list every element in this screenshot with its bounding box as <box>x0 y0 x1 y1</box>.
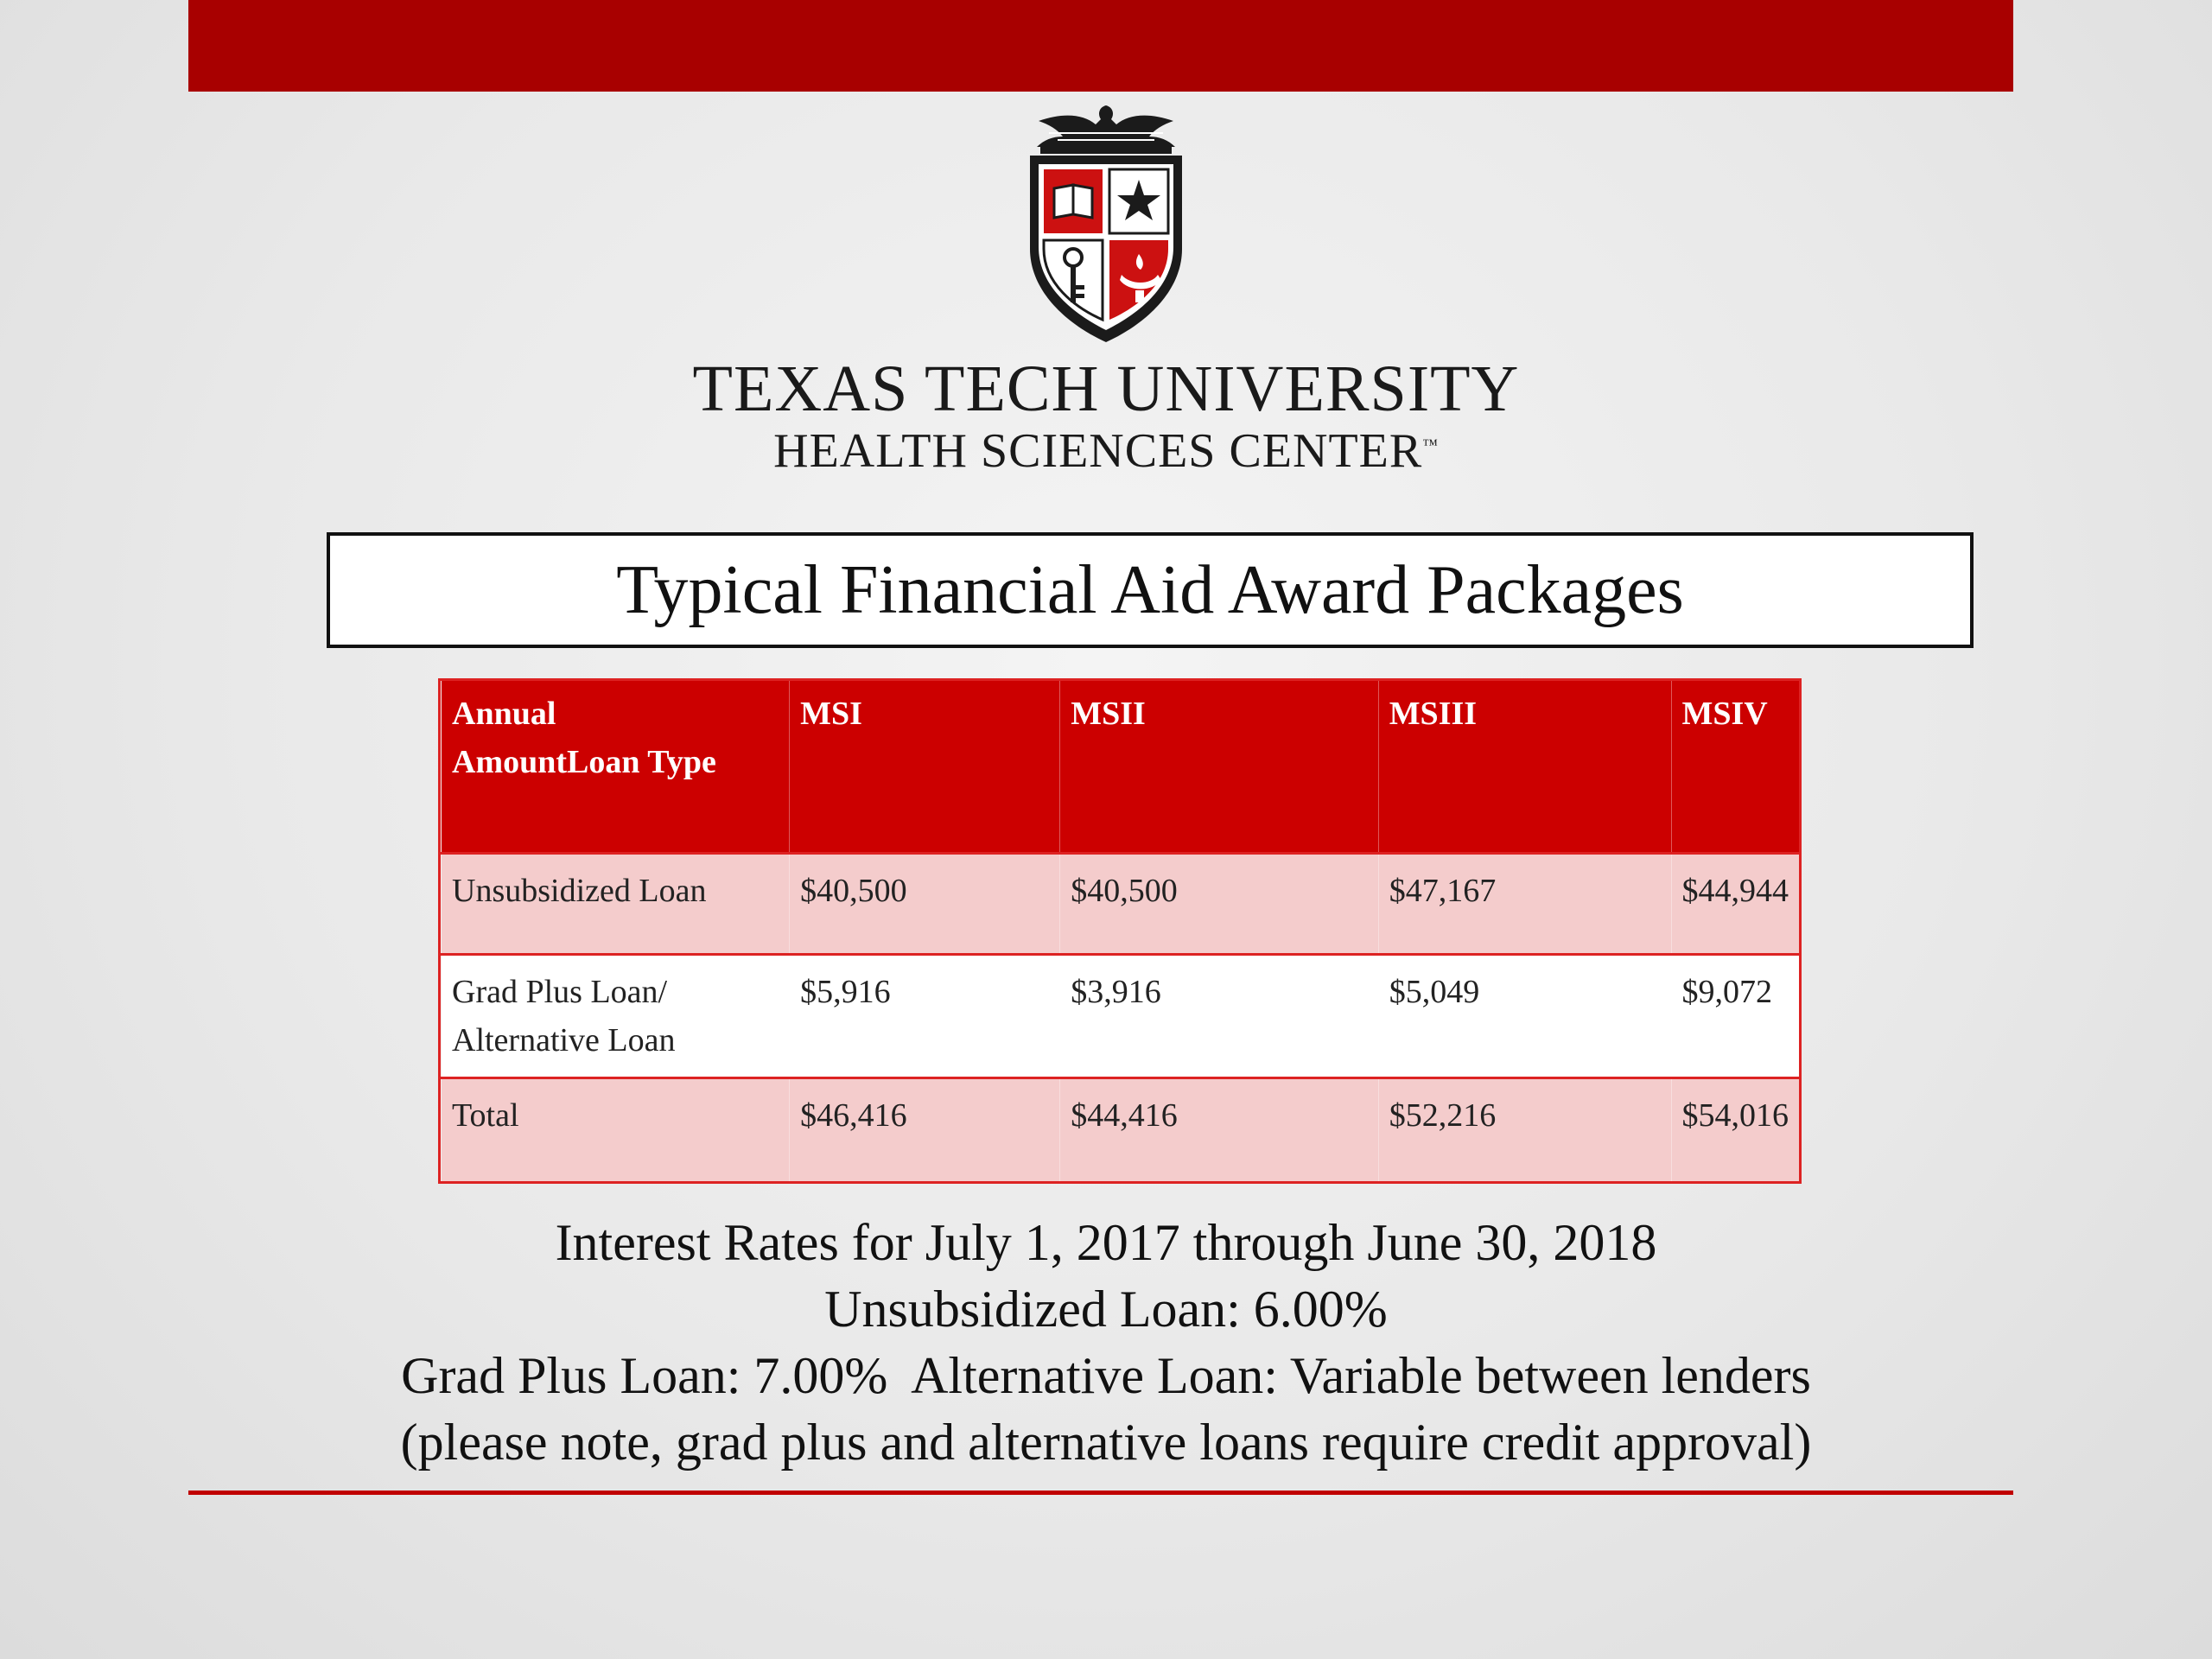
table-cell: $46,416 <box>790 1078 1060 1182</box>
header-loan-type <box>442 681 790 854</box>
table-cell: $5,049 <box>1378 955 1671 1078</box>
page-title: Typical Financial Aid Award Packages <box>327 532 1974 648</box>
table-cell: $40,500 <box>790 854 1060 955</box>
table-cell: $44,416 <box>1060 1078 1378 1182</box>
top-accent-bar <box>188 0 2013 92</box>
row-label-text-2: Alternative Loan <box>452 1022 676 1058</box>
table-cell: $47,167 <box>1378 854 1671 955</box>
notes-line-unsubsidized: Unsubsidized Loan: 6.00% <box>824 1281 1388 1338</box>
notes-line-disclaimer: (please note, grad plus and alternative loans require credit approval) <box>400 1414 1812 1471</box>
brand-name: TEXAS TECH UNIVERSITY <box>692 353 1520 425</box>
ttuhsc-crest-icon <box>1023 102 1189 347</box>
interest-rate-notes <box>0 1210 2212 1476</box>
row-label <box>442 1078 790 1182</box>
notes-line-period: Interest Rates for July 1, 2017 through June 30, 2018 <box>555 1214 1657 1271</box>
header-loan-type-line2: AmountLoan Type <box>452 744 716 780</box>
header-msiv: MSIV <box>1671 681 1799 854</box>
table-cell: $5,916 <box>790 955 1060 1078</box>
header-msii: MSII <box>1060 681 1378 854</box>
brand-subname: HEALTH SCIENCES CENTER™ <box>773 424 1439 478</box>
row-label-text: Unsubsidized Loan <box>452 873 707 909</box>
row-label-text: Grad Plus Loan/ <box>452 974 668 1010</box>
table-cell: $54,016 <box>1671 1078 1799 1182</box>
header-loan-type-line1: Annual <box>452 696 556 732</box>
table-cell: $9,072 <box>1671 955 1799 1078</box>
award-table <box>441 681 1799 1181</box>
header-msiii: MSIII <box>1378 681 1671 854</box>
notes-line-gradplus: Grad Plus Loan: 7.00% Alternative Loan: Variable between lenders <box>401 1347 1811 1404</box>
row-label <box>442 955 790 1078</box>
table-cell: $3,916 <box>1060 955 1378 1078</box>
table-row <box>442 854 1800 955</box>
bottom-divider <box>188 1491 2013 1495</box>
table-row <box>442 955 1800 1078</box>
table-header-row <box>442 681 1800 854</box>
table-cell: $44,944 <box>1671 854 1799 955</box>
table-cell: $52,216 <box>1378 1078 1671 1182</box>
trademark-mark: ™ <box>1422 435 1439 454</box>
row-label <box>442 854 790 955</box>
table-cell: $40,500 <box>1060 854 1378 955</box>
table-row-total <box>442 1078 1800 1182</box>
row-label-text: Total <box>452 1097 519 1134</box>
header-msi: MSI <box>790 681 1060 854</box>
